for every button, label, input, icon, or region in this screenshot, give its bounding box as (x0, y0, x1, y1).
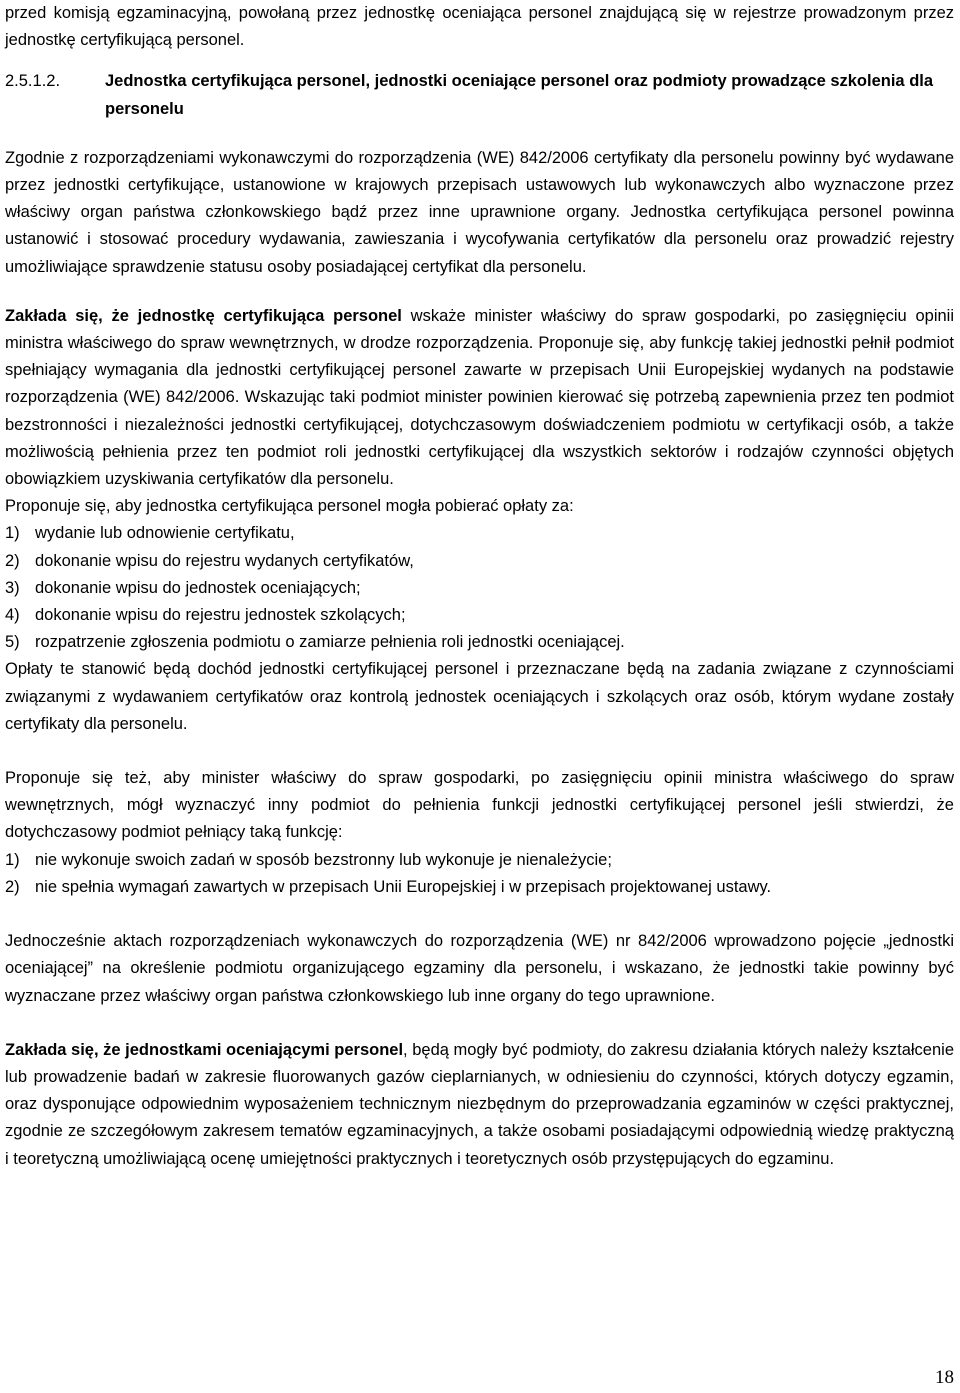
list-item: 3) dokonanie wpisu do jednostek oceniających; (5, 578, 361, 597)
list-item: 4) dokonanie wpisu do rejestru jednostek szkolących; (5, 606, 406, 625)
other-body-intro: Proponuje się też, aby minister właściwy do spraw gospodarki, po zasięgnięciu opinii ministra właściwego do spraw wewnętrznych, mógł wyznaczyć inny podmiot do pełnienia funkcji jednostki certyfikującej personel jeśli stwierdzi, że dotychczasowy podmiot pełniący taką funkcję: (5, 769, 954, 842)
section-heading (5, 68, 954, 122)
section-number: 2.5.1.2. (5, 72, 61, 91)
page-number: 18 (935, 1366, 954, 1388)
paragraph-assessment-unit-definition: Jednocześnie aktach rozporządzeniach wykonawczych do rozporządzenia (WE) nr 842/2006 wprowadzono pojęcie „jednostki oceniającej” na określenie podmiotu organizującego egzaminy dla personelu, i wskazano, że jednostki takie powinny być wyznaczane przez właściwy organ państwa członkowskiego lub inne organy do tego uprawnione. (5, 932, 954, 1005)
fees-list (5, 520, 954, 656)
list-item: 2) nie spełnia wymagań zawartych w przepisach Unii Europejskiej i w przepisach projektowanej ustawy. (5, 877, 772, 896)
paragraph-lead-bold: Zakłada się, że jednostkę certyfikująca personel (5, 306, 402, 325)
conditions-list (5, 847, 954, 901)
section-title: Jednostka certyfikująca personel, jednostki oceniające personel oraz podmioty prowadzące szkolenia dla personelu (105, 72, 934, 118)
paragraph-certifying-unit (5, 303, 954, 493)
paragraph-assessment-units (5, 1037, 954, 1173)
fees-outro: Opłaty te stanowić będą dochód jednostki certyfikującej personel i przeznaczane będą na zadania związane z czynnościami związanymi z wydawaniem certyfikatów oraz kontrolą jednostek oceniających i szkolących oraz osób, którym wydane zostały certyfikaty dla personelu. (5, 660, 954, 733)
list-item: 5) rozpatrzenie zgłoszenia podmiotu o zamiarze pełnienia roli jednostki oceniającej. (5, 633, 625, 652)
continuation-paragraph: przed komisją egzaminacyjną, powołaną przez jednostkę oceniająca personel znajdującą się w rejestrze prowadzonym przez jednostkę certyfikującą personel. (5, 4, 954, 50)
paragraph-body: , będą mogły być podmioty, do zakresu działania których należy kształcenie lub prowadzenie badań w zakresie fluorowanych gazów cieplarnianych, w odniesieniu do czynności, których dotyczy egzamin, oraz dysponujące odpowiednim wyposażeniem technicznym niezbędnym do przeprowadzania egzaminów w części praktycznej, zgodnie ze szczegółowym zakresem tematów egzaminacyjnych, a także osobami posiadającymi odpowiednią wiedzę praktyczną i teoretyczną umożliwiającą ocenę umiejętności praktycznych i teoretycznych osób przystępujących do egzaminu. (5, 1040, 954, 1168)
list-item: 1) nie wykonuje swoich zadań w sposób bezstronny lub wykonuje je nienależycie; (5, 850, 612, 869)
paragraph-lead-bold: Zakłada się, że jednostkami oceniającymi personel (5, 1040, 404, 1059)
fees-intro: Proponuje się, aby jednostka certyfikująca personel mogła pobierać opłaty za: (5, 497, 574, 516)
paragraph-body: wskaże minister właściwy do spraw gospodarki, po zasięgnięciu opinii ministra właściwego do spraw wewnętrznych, w drodze rozporządzenia. Proponuje się, aby funkcję takiej jednostki pełnił podmiot spełniający wymagania dla jednostki certyfikującej personel zawarte w przepisach Unii Europejskiej wydanych na podstawie rozporządzenia (WE) 842/2006. Wskazując taki podmiot minister powinien kierować się potrzebą zapewnienia przez ten podmiot bezstronności i niezależności jednostki certyfikującej, dotychczasowym doświadczeniem podmiotu w certyfikacji osób, a także możliwością pełnienia przez ten podmiot roli jednostki certyfikującej dla wszystkich sektorów i rodzajów czynności objętych obowiązkiem uzyskiwania certyfikatów dla personelu. (5, 306, 954, 489)
document-page (5, 0, 954, 1173)
paragraph-certification-bodies: Zgodnie z rozporządzeniami wykonawczymi do rozporządzenia (WE) 842/2006 certyfikaty dla personelu powinny być wydawane przez jednostki certyfikujące, ustanowione w krajowych przepisach ustawowych lub wykonawczych albo wyznaczone przez właściwy organ państwa członkowskiego bądź przez inne uprawnione organy. Jednostka certyfikująca personel powinna ustanowić i stosować procedury wydawania, zawieszania i wycofywania certyfikatów dla personelu oraz prowadzić rejestry umożliwiające sprawdzenie statusu osoby posiadającej certyfikat dla personelu. (5, 148, 954, 276)
list-item: 2) dokonanie wpisu do rejestru wydanych certyfikatów, (5, 551, 414, 570)
list-item: 1) wydanie lub odnowienie certyfikatu, (5, 524, 295, 543)
